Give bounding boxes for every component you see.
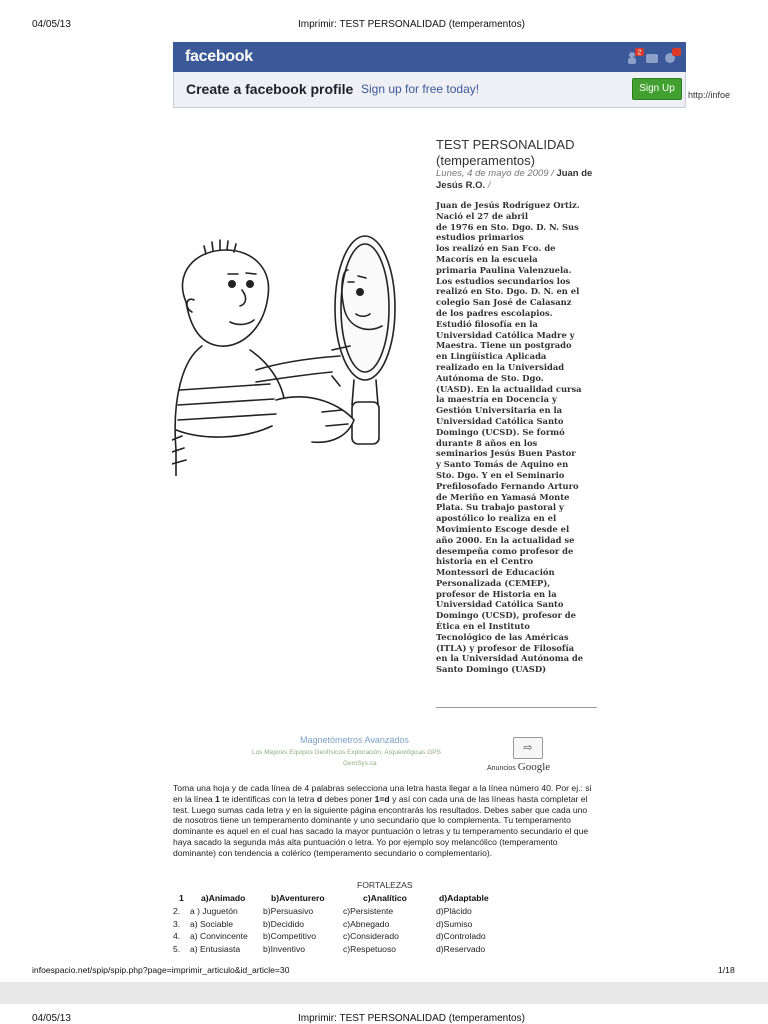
next-print-title: Imprimir: TEST PERSONALIDAD (temperamentos) [298, 1013, 525, 1024]
ad-description[interactable]: Los Mejores Equipos Geofísicos Exploración, Arqueológicas GPS [252, 749, 441, 756]
footer-url: infoespacio.net/spip/spip.php?page=imprimir_articulo&id_article=30 [32, 965, 290, 975]
author-bio [436, 200, 601, 675]
bio-line: (ITLA) y profesor de Filosofía [436, 642, 575, 653]
table-cell: c)Respetuoso [343, 943, 397, 954]
ad-arrow-button[interactable]: ⇨ [513, 737, 543, 759]
bio-line: Plata. Su trabajo pastoral y [436, 502, 564, 513]
bio-line: año 2000. En la actualidad se [436, 534, 575, 545]
bio-line: Tecnológico de las Américas [436, 631, 569, 642]
article-author[interactable]: Juan de Jesús R.O. [436, 168, 593, 191]
ads-by-google[interactable] [487, 761, 550, 773]
table-header-c: c)Analítico [363, 893, 407, 903]
bio-line: Universidad Católica Santo [436, 415, 564, 426]
friend-requests-icon[interactable] [628, 52, 636, 64]
bio-line: Movimiento Escoge desde el [436, 523, 570, 534]
bio-line: Nació el 27 de abril [436, 210, 529, 221]
table-cell: d)Plácido [436, 906, 472, 916]
bio-line: en Lingüística Aplicada [436, 351, 547, 362]
bio-line: y Santo Tomás de Aquino en [436, 459, 569, 470]
instructions-part-2: te identificas con la letra [219, 793, 317, 804]
bio-line: realizó en Sto. Dgo. D. N. en el [436, 286, 580, 297]
bio-line: de los padres escolapios. [436, 307, 553, 318]
bio-line: en la Universidad Autónoma de [436, 653, 584, 664]
table-cell: b)Decidido [263, 918, 305, 929]
bio-line: primaria Paulina Valenzuela. [436, 264, 572, 275]
table-header-d: d)Adaptable [439, 893, 489, 903]
table-cell: a) Convincente [190, 931, 248, 941]
bio-line: Estudió filosofía en la [436, 318, 538, 329]
bio-line: los realizó en San Fco. de [436, 243, 556, 254]
side-url: http://infoe [688, 90, 731, 100]
table-cell: d)Controlado [436, 931, 486, 941]
table-cell: c)Persistente [343, 906, 394, 916]
meta-separator: / [551, 168, 554, 179]
messages-icon[interactable] [646, 54, 658, 63]
table-cell: a ) Juguetón [190, 906, 238, 916]
article-meta [436, 168, 601, 192]
page-separator [0, 982, 768, 1004]
bio-line: Los estudios secundarios los [436, 275, 571, 286]
table-cell: 5. [173, 943, 181, 954]
print-date: 04/05/13 [32, 19, 71, 30]
meta-tail: / [487, 180, 491, 191]
bio-line: Juan de Jesús Rodríguez Ortiz. [436, 200, 580, 210]
bio-line: durante 8 años en los [436, 437, 538, 448]
bio-line: profesor de Historia en la [436, 588, 557, 599]
facebook-create-text: Create a facebook profile [186, 81, 354, 97]
instructions-bold-1: 1 [215, 793, 220, 804]
bio-line: Ética en el Instituto [436, 621, 530, 632]
print-title: Imprimir: TEST PERSONALIDAD (temperamentos) [298, 19, 525, 30]
bio-line: (UASD). En la actualidad cursa [436, 383, 582, 394]
bio-line: desempeña como profesor de [436, 545, 574, 556]
footer-page-number: 1/18 [718, 965, 735, 975]
table-cell: 4. [173, 931, 181, 941]
instructions-bold-3: 1=d [374, 793, 390, 804]
bio-line: seminarios Jesús Buen Pastor [436, 448, 576, 459]
table-cell: c)Abnegado [343, 918, 390, 929]
table-caption: FORTALEZAS [357, 880, 413, 890]
bio-line: Domingo (UCSD), profesor de [436, 610, 576, 621]
table-cell: c)Considerado [343, 931, 399, 941]
notification-badge: 2 [637, 49, 642, 57]
bio-line: historia en el Centro [436, 556, 534, 567]
table-cell: a) Entusiasta [190, 943, 241, 954]
facebook-logo[interactable]: facebook [185, 48, 253, 65]
bio-line: de Meriño en Yamasá Monte [436, 491, 570, 502]
instructions-bold-2: d [316, 793, 323, 804]
facebook-signup-button[interactable]: Sign Up [632, 78, 682, 100]
bio-line: Montessori de Educación [436, 567, 555, 578]
ad-url[interactable]: GemSys.ca [343, 760, 377, 767]
instructions-part-1: Toma una hoja y de cada línea de 4 palabras selecciona una letra hasta llegar a la línea número 40. Por ej.: si en la línea [173, 783, 592, 804]
illustration-man-mirror [172, 230, 408, 476]
bio-line: Autónoma de Sto. Dgo. [436, 372, 544, 383]
article-title: TEST PERSONALIDAD (temperamentos) [436, 137, 575, 168]
facebook-notification-icons[interactable] [622, 46, 682, 68]
facebook-banner-bottom [173, 72, 686, 108]
table-header-b: b)Aventurero [271, 893, 325, 903]
bio-line: Prefilosofado Fernando Arturo [436, 480, 579, 491]
test-instructions [173, 783, 598, 859]
bio-line: Maestra. Tiene un postgrado [436, 340, 572, 351]
bio-line: Gestión Universitaria en la [436, 405, 563, 416]
bio-divider [436, 707, 597, 708]
table-header-a: a)Animado [201, 893, 246, 903]
ad-title[interactable]: Magnetómetros Avanzados [300, 735, 409, 745]
bio-line: Santo Domingo (UASD) [436, 664, 547, 675]
table-cell: d)Sumiso [436, 918, 473, 929]
facebook-signup-link[interactable]: Sign up for free today! [361, 82, 480, 96]
bio-line: de 1976 en Sto. Dgo. D. N. Sus [436, 221, 579, 232]
bio-line: Sto. Dgo. Y en el Seminario [436, 469, 565, 480]
bio-line: estudios primarios [436, 232, 524, 243]
table-cell: b)Inventivo [263, 943, 306, 954]
next-print-date: 04/05/13 [32, 1013, 71, 1024]
bio-line: Personalizada (CEMEP), [436, 577, 551, 588]
bio-line: realizado en la Universidad [436, 361, 565, 372]
bio-line: colegio San José de Calasanz [436, 297, 572, 308]
table-cell: b)Competitivo [263, 931, 317, 941]
google-logo: Google [517, 761, 551, 773]
table-cell: 2. [173, 906, 181, 916]
instructions-part-4: y así con cada una de las líneas hasta completar el test. Luego sumas cada letra y en la siguiente página encontrarás los resultados. Debes saber que cada uno de nosotros tiene un temperamento dominante y uno secundario que lo complementa. Tu temperamento dominante es aquel en el cual has sacado la mayor puntuación o letras y tu temperamento secundario el que haya sacado la segunda más alta puntuación o letra. Yo por ejemplo soy melancólico (temperamento dominante) con tendencia a colérico (temperamento secundario o complementario). [173, 793, 589, 858]
bio-line: apostólico lo realiza en el [436, 513, 557, 524]
table-cell: a) Sociable [190, 918, 233, 929]
bio-line: Domingo (UCSD). Se formó [436, 426, 565, 437]
bio-line: Universidad Católica Madre y [436, 329, 575, 340]
ads-label: Anuncios [487, 765, 516, 772]
table-header-num: 1 [179, 893, 184, 903]
instructions-part-3: debes poner [322, 793, 375, 804]
bio-line: Universidad Católica Santo [436, 599, 564, 610]
bio-line: la maestría en Docencia y [436, 394, 557, 405]
table-cell: b)Persuasivo [263, 906, 314, 916]
article-date: Lunes, 4 de mayo de 2009 [436, 168, 549, 179]
bio-line: Macorís en la escuela [436, 253, 538, 264]
table-cell: 3. [173, 918, 181, 929]
facebook-banner-top[interactable] [173, 42, 686, 72]
table-cell: d)Reservado [436, 943, 486, 954]
